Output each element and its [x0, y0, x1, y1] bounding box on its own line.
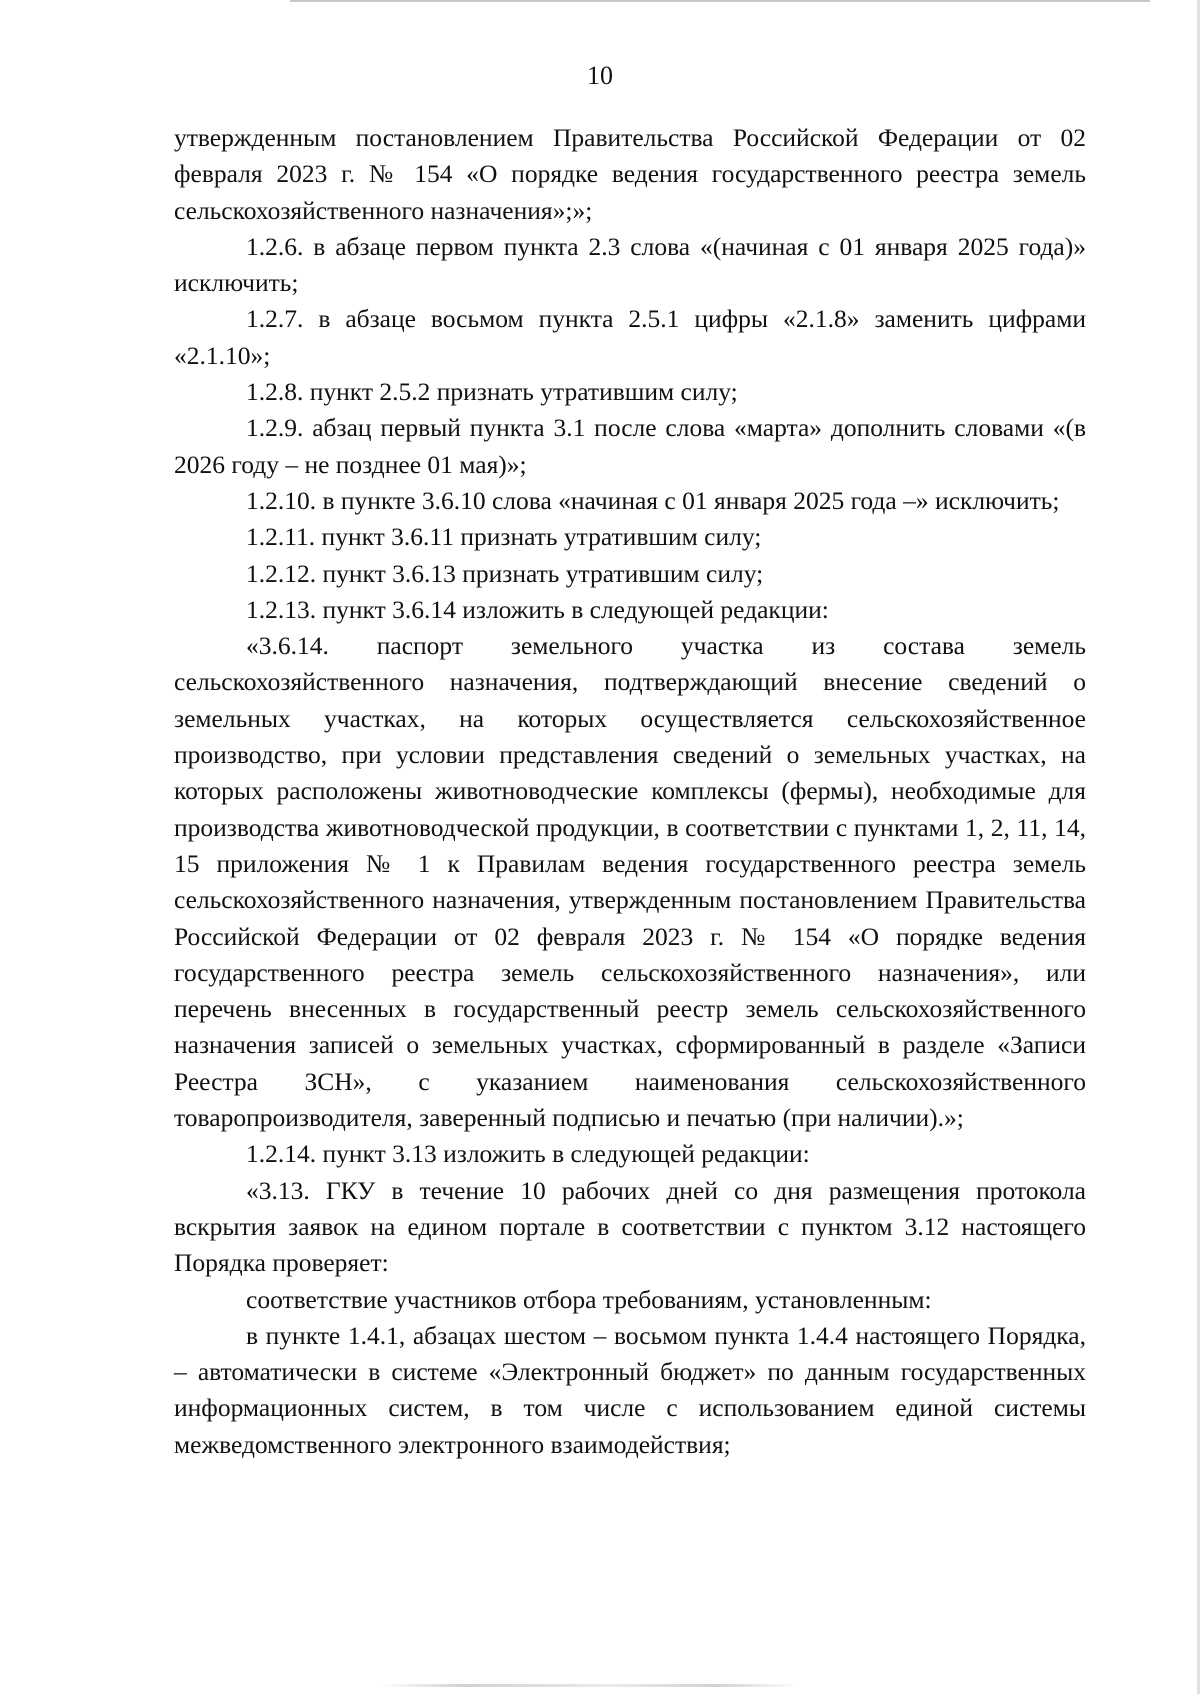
paragraph-3-6-14-quote: «3.6.14. паспорт земельного участка из состава земель сельскохозяйственного назначения, подтверждающий внесение сведений о земельных участках, на которых осуществляется сельскохозяйственное производство, при условии представления сведений о земельных участках, на которых расположены животноводческие комплексы (фермы), необходимые для производства животноводческой продукции, в соответствии с пунктами 1, 2, 11, 14, 15 приложения № 1 к Правилам ведения государственного реестра земель сельскохозяйственного назначения, утвержденным постановлением Правительства Российской Федерации от 02 февраля 2023 г. № 154 «О порядке ведения государственного реестра земель сельскохозяйственного назначения», или перечень внесенных в государственный реестр земель сельскохозяйственного назначения записей о земельных участках, сформированный в разделе «Записи Реестра ЗСН», с указанием наименования сельскохозяйственного товаропроизводителя, заверенный подписью и печатью (при наличии).»;: [174, 631, 1086, 1133]
paragraph-1-2-14: 1.2.14. пункт 3.13 изложить в следующей редакции:: [246, 1139, 810, 1169]
paragraph-1-2-6: 1.2.6. в абзаце первом пункта 2.3 слова «(начиная с 01 января 2025 года)» исключить;: [174, 231, 1086, 298]
paragraph-1-2-9: 1.2.9. абзац первый пункта 3.1 после слова «марта» дополнить словами «(в 2026 году – не позднее 01 мая)»;: [174, 413, 1086, 479]
paragraph-1-2-11: 1.2.11. пункт 3.6.11 признать утратившим силу;: [246, 522, 762, 552]
paragraph-compliance: соответствие участников отбора требованиям, установленным:: [246, 1284, 932, 1314]
paragraph-1-2-12: 1.2.12. пункт 3.6.13 признать утратившим силу;: [246, 558, 764, 588]
paragraph-1-2-7: 1.2.7. в абзаце восьмом пункта 2.5.1 цифры «2.1.8» заменить цифрами «2.1.10»;: [174, 304, 1086, 370]
paragraph-1-2-13: 1.2.13. пункт 3.6.14 изложить в следующей редакции:: [246, 594, 829, 624]
scan-smudge: [380, 1684, 800, 1687]
document-body: [174, 120, 1086, 1463]
page-number: 10: [587, 61, 613, 90]
paragraph-continuation: утвержденным постановлением Правительства Российской Федерации от 02 февраля 2023 г. № 154 «О порядке ведения государственного реестра земель сельскохозяйственного назначения»;»;: [174, 123, 1086, 225]
paragraph-1-2-10: 1.2.10. в пункте 3.6.10 слова «начиная с 01 января 2025 года –» исключить;: [246, 485, 1060, 515]
paragraph-point-1-4-1: в пункте 1.4.1, абзацах шестом – восьмом пункта 1.4.4 настоящего Порядка, – автоматически в системе «Электронный бюджет» по данным государственных информационных систем, в том числе с использованием единой системы межведомственного электронного взаимодействия;: [174, 1320, 1086, 1459]
paragraph-3-13-quote: «3.13. ГКУ в течение 10 рабочих дней со дня размещения протокола вскрытия заявок на едином портале в соответствии с пунктом 3.12 настоящего Порядка проверяет:: [174, 1175, 1086, 1278]
scan-edge-top: [290, 0, 1150, 2]
paragraph-1-2-8: 1.2.8. пункт 2.5.2 признать утратившим силу;: [246, 377, 738, 407]
